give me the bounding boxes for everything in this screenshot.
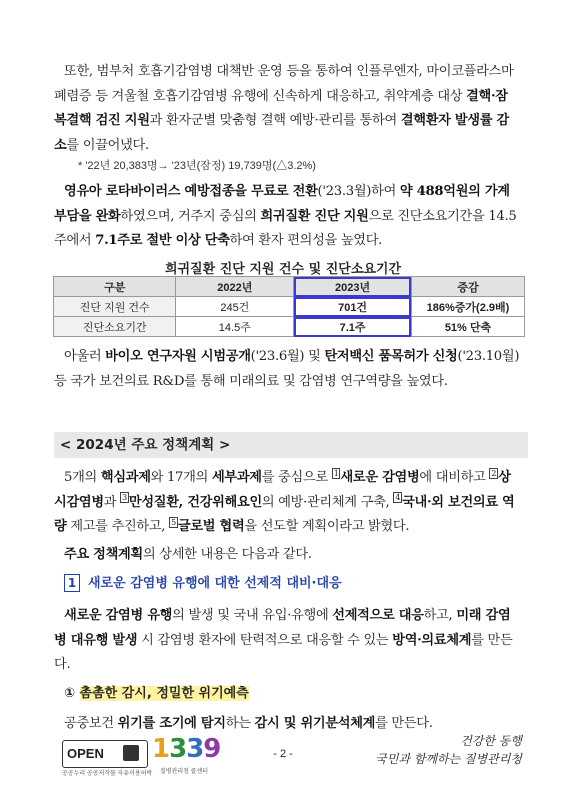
bold-text: 글로벌 협력: [177, 519, 245, 534]
table-header: 증감: [411, 277, 524, 297]
bold-text: 주요 정책계획: [64, 547, 143, 562]
subheading-new-infectious-disease: [64, 572, 342, 592]
table-cell: 186%증가(2.9배): [411, 297, 524, 317]
text: 시 감염병 환자에 탄력적으로 대응할 수 있는: [137, 632, 393, 648]
text: 또한, 범부처 호흡기감염병 대책반 운영 등을 통하여 인플루엔자, 마이코플라스마 폐렴증 등 겨울철 호흡기감염병 유행에 신속하게 대응하고, 취약계층 대상: [54, 64, 514, 104]
bold-text: 감시 및 위기분석체계: [254, 716, 376, 731]
text: 를 중심으로: [261, 470, 332, 485]
footnote-tb-stats: * '22년 20,383명→ '23년(잠정) 19,739명(△3.2%): [78, 160, 316, 172]
text: 5개의: [64, 470, 101, 485]
table-header: 2022년: [176, 277, 294, 297]
text: 제고를 추진하고,: [66, 519, 170, 534]
bold-text: 약 488억원의 가계부담을 완화: [54, 184, 510, 224]
subheading-surveillance: [64, 682, 249, 701]
text: ('23.6월) 및: [250, 349, 325, 364]
text: 을 선도할 계획이라고 밝혔다.: [244, 519, 410, 534]
table-header: 2023년: [294, 277, 412, 297]
text: 아울러: [64, 349, 106, 364]
rare-disease-table: [53, 276, 525, 337]
number-box: 1: [64, 574, 80, 592]
callcenter-caption: 질병관리청 콜센터: [160, 769, 209, 775]
bold-text: 선제적으로 대응: [332, 608, 424, 623]
text: ('23.10월) 등 국가 보건의료 R&D를 통해 미래의료 및 감염병 연구역량을 높였다.: [54, 349, 520, 389]
paragraph-detail-intro: [54, 543, 520, 568]
bold-text: 탄저백신 품목허가 신청: [324, 349, 458, 364]
bold-text: 만성질환, 건강위해요인: [128, 494, 262, 510]
text: 하고,: [423, 608, 457, 623]
logo-digit: 3: [186, 734, 204, 764]
paragraph-preemptive-response: [54, 604, 520, 678]
text: 과 환자군별 맞춤형 결핵 예방·관리를 통하여: [149, 113, 401, 128]
table-row: [54, 297, 525, 317]
table-cell: 51% 단축: [411, 317, 524, 337]
bold-text: 국내·외 보건의료 역량: [54, 494, 515, 534]
kdca-slogan: [372, 732, 522, 768]
text: 으로 진단소요기간을 14.5주에서: [54, 208, 517, 248]
text: 하는: [225, 716, 255, 731]
table-header-row: [54, 277, 525, 297]
item-number-badge: 2: [491, 468, 497, 478]
bold-text: 미래 감염병 대유행 발생: [54, 608, 511, 648]
bold-text: 새로운 감염병 유행: [64, 608, 173, 623]
section-heading-2024-plan: < 2024년 주요 정책계획 >: [54, 432, 528, 458]
bold-text: 바이오 연구자원 시범공개: [105, 349, 251, 364]
paragraph-rotavirus: [54, 180, 520, 254]
item-number-badge: 5: [171, 517, 176, 527]
paragraph-core-tasks: [54, 466, 520, 540]
table-cell: 진단소요기간: [54, 317, 176, 337]
subheading-text: 촘촘한 감시, 정밀한 위기예측: [79, 686, 249, 701]
text: 하여 환자 편의성을 높였다.: [229, 233, 383, 248]
paragraph-achievements-tb: [54, 60, 520, 158]
table-cell: 245건: [176, 297, 294, 317]
page-number: - 2 -: [273, 748, 293, 760]
text: 하였으며, 거주지 중심의: [120, 208, 261, 224]
bold-text: 세부과제: [211, 470, 262, 485]
bold-text: 결핵환자 발생률 감소: [54, 113, 509, 153]
open-license-caption: 공공누리 공공저작물 자유이용허락: [62, 771, 153, 777]
bold-text: 새로운 감염병: [340, 470, 420, 485]
text: 를 만든다.: [375, 716, 433, 731]
table-cell: 7.1주: [294, 317, 412, 337]
table-header: 구분: [54, 277, 176, 297]
subheading-text: 새로운 감염병 유행에 대한 선제적 대비·대응: [88, 576, 342, 591]
item-number-badge: 3: [122, 493, 127, 503]
item-number-badge: 4: [395, 493, 401, 503]
table-cell: 14.5주: [176, 317, 294, 337]
bold-text: 7.1주로 절반 이상 단축: [95, 233, 230, 248]
table-cell: 진단 지원 건수: [54, 297, 176, 317]
table-title: 희귀질환 진단 지원 건수 및 진단소요기간: [164, 262, 402, 277]
table-cell: 701건: [294, 297, 412, 317]
text: 의 발생 및 국내 유입·유행에: [172, 608, 333, 623]
text: 의 상세한 내용은 다음과 같다.: [142, 547, 312, 562]
table-row: [54, 317, 525, 337]
logo-digit: 1: [152, 734, 170, 764]
circled-number: ①: [64, 686, 76, 701]
slogan-line: 건강한 동행: [460, 734, 522, 748]
text: 를 만든다.: [54, 632, 513, 672]
logo-digit: 9: [203, 734, 221, 764]
bold-text: 위기를 조기에 탐지: [117, 716, 226, 731]
paragraph-bio-research: [54, 345, 520, 394]
bold-text: 핵심과제: [100, 470, 151, 485]
bold-text: 결핵·잠복결핵 검진 지원: [54, 88, 508, 128]
text: 과: [103, 494, 121, 510]
bold-text: 방역·의료체계: [392, 632, 472, 648]
logo-text: OPEN: [67, 746, 104, 761]
logo-digit: 3: [169, 734, 187, 764]
text: 에 대비하고: [419, 470, 490, 485]
bold-text: 상시감염병: [54, 470, 511, 510]
item-number-badge: 1: [333, 468, 339, 478]
bold-text: 희귀질환 진단 지원: [260, 208, 369, 224]
slogan-line: 국민과 함께하는 질병관리청: [375, 752, 522, 766]
bold-text: 영유아 로타바이러스 예방접종을 무료로 전환: [64, 184, 318, 199]
text: 를 이끌어냈다.: [66, 137, 149, 153]
text: 공중보건: [64, 716, 118, 731]
text: 의 예방·관리체계 구축,: [261, 494, 394, 510]
text: ('23.3월)하여: [317, 184, 400, 199]
text: 와 17개의: [150, 470, 212, 485]
